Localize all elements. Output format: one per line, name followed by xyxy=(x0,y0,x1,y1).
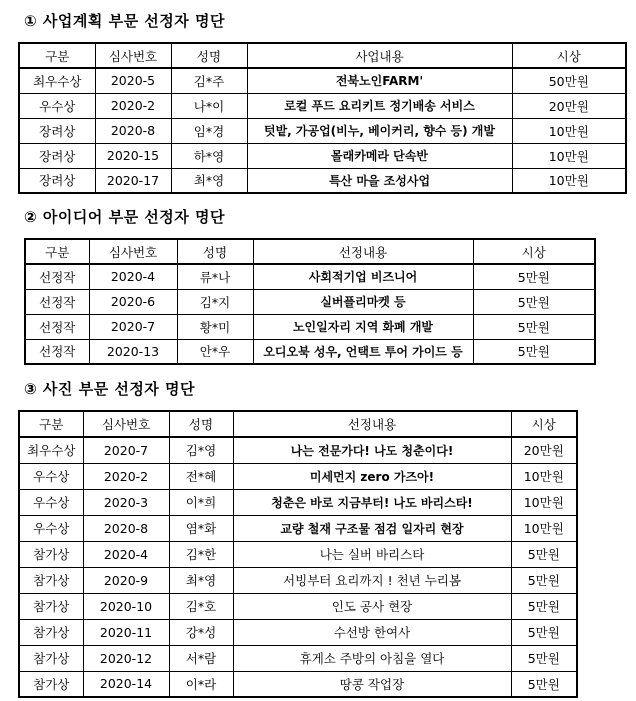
review-number-cell: 2020-2 xyxy=(95,93,171,118)
content-cell: 미세먼지 zero 가즈아! xyxy=(233,463,511,489)
column-header: 구분 xyxy=(19,43,95,68)
column-header: 선정내용 xyxy=(253,239,473,264)
review-number-cell: 2020-9 xyxy=(83,567,169,593)
table-row xyxy=(19,93,626,118)
award-category-cell: 참가상 xyxy=(19,567,83,593)
prize-cell: 5만원 xyxy=(473,339,595,364)
name-cell: 안*우 xyxy=(177,339,253,364)
table-header-row xyxy=(19,43,626,68)
content-cell: 텃밭, 가공업(비누, 베이커리, 향수 등) 개발 xyxy=(247,118,512,143)
award-category-cell: 참가상 xyxy=(19,541,83,567)
name-cell: 전*혜 xyxy=(169,463,233,489)
table-row xyxy=(25,339,595,364)
business-plan-winners-table xyxy=(18,42,627,194)
award-category-cell: 최우수상 xyxy=(19,68,95,93)
content-cell: 사회적기업 비즈니어 xyxy=(253,264,473,289)
award-category-cell: 우수상 xyxy=(19,515,83,541)
column-header: 심사번호 xyxy=(95,43,171,68)
award-category-cell: 우수상 xyxy=(19,489,83,515)
review-number-cell: 2020-17 xyxy=(95,168,171,193)
content-cell: 로컬 푸드 요리키트 정기배송 서비스 xyxy=(247,93,512,118)
table-row xyxy=(19,515,577,541)
content-cell: 실버플리마켓 등 xyxy=(253,289,473,314)
prize-cell: 5만원 xyxy=(511,619,577,645)
prize-cell: 10만원 xyxy=(511,515,577,541)
table-row xyxy=(19,489,577,515)
content-cell: 나는 전문가다! 나도 청춘이다! xyxy=(233,437,511,463)
column-header: 심사번호 xyxy=(83,411,169,437)
name-cell: 김*한 xyxy=(169,541,233,567)
name-cell: 김*주 xyxy=(171,68,247,93)
review-number-cell: 2020-6 xyxy=(89,289,177,314)
prize-cell: 5만원 xyxy=(511,541,577,567)
prize-cell: 10만원 xyxy=(512,118,626,143)
prize-cell: 10만원 xyxy=(512,168,626,193)
review-number-cell: 2020-10 xyxy=(83,593,169,619)
name-cell: 하*영 xyxy=(171,143,247,168)
content-cell: 인도 공사 현장 xyxy=(233,593,511,619)
review-number-cell: 2020-12 xyxy=(83,645,169,671)
review-number-cell: 2020-8 xyxy=(83,515,169,541)
review-number-cell: 2020-3 xyxy=(83,489,169,515)
name-cell: 나*이 xyxy=(171,93,247,118)
award-category-cell: 참가상 xyxy=(19,593,83,619)
award-category-cell: 최우수상 xyxy=(19,437,83,463)
table-row xyxy=(25,314,595,339)
award-category-cell: 선정작 xyxy=(25,289,89,314)
section-title-business-plan: ① 사업계획 부문 선정자 명단 xyxy=(24,12,225,30)
review-number-cell: 2020-4 xyxy=(89,264,177,289)
table-row xyxy=(19,541,577,567)
section-title-idea: ② 아이디어 부문 선정자 명단 xyxy=(24,208,225,226)
review-number-cell: 2020-4 xyxy=(83,541,169,567)
content-cell: 땅콩 작업장 xyxy=(233,671,511,697)
table-row xyxy=(19,593,577,619)
prize-cell: 20만원 xyxy=(511,437,577,463)
name-cell: 최*영 xyxy=(171,168,247,193)
table-row xyxy=(19,437,577,463)
prize-cell: 20만원 xyxy=(512,93,626,118)
content-cell: 노인일자리 지역 화폐 개발 xyxy=(253,314,473,339)
column-header: 성명 xyxy=(169,411,233,437)
content-cell: 수선방 한여사 xyxy=(233,619,511,645)
idea-winners-table xyxy=(24,238,596,365)
prize-cell: 10만원 xyxy=(512,143,626,168)
review-number-cell: 2020-15 xyxy=(95,143,171,168)
award-category-cell: 참가상 xyxy=(19,645,83,671)
review-number-cell: 2020-2 xyxy=(83,463,169,489)
table-row xyxy=(19,671,577,697)
table-row xyxy=(19,143,626,168)
content-cell: 나는 실버 바리스타 xyxy=(233,541,511,567)
prize-cell: 5만원 xyxy=(473,264,595,289)
review-number-cell: 2020-7 xyxy=(89,314,177,339)
award-category-cell: 선정작 xyxy=(25,314,89,339)
award-category-cell: 우수상 xyxy=(19,93,95,118)
column-header: 사업내용 xyxy=(247,43,512,68)
content-cell: 오디오북 성우, 언택트 투어 가이드 등 xyxy=(253,339,473,364)
table-header-row xyxy=(25,239,595,264)
award-category-cell: 선정작 xyxy=(25,339,89,364)
table-row xyxy=(25,264,595,289)
column-header: 구분 xyxy=(25,239,89,264)
name-cell: 김*호 xyxy=(169,593,233,619)
content-cell: 청춘은 바로 지금부터! 나도 바리스타! xyxy=(233,489,511,515)
table-row xyxy=(19,168,626,193)
prize-cell: 10만원 xyxy=(511,489,577,515)
name-cell: 이*희 xyxy=(169,489,233,515)
award-category-cell: 우수상 xyxy=(19,463,83,489)
prize-cell: 5만원 xyxy=(511,671,577,697)
prize-cell: 5만원 xyxy=(473,314,595,339)
name-cell: 황*미 xyxy=(177,314,253,339)
name-cell: 김*영 xyxy=(169,437,233,463)
prize-cell: 5만원 xyxy=(473,289,595,314)
column-header: 선정내용 xyxy=(233,411,511,437)
table-row xyxy=(19,118,626,143)
name-cell: 서*람 xyxy=(169,645,233,671)
name-cell: 최*영 xyxy=(169,567,233,593)
review-number-cell: 2020-7 xyxy=(83,437,169,463)
table-header-row xyxy=(19,411,577,437)
prize-cell: 50만원 xyxy=(512,68,626,93)
review-number-cell: 2020-14 xyxy=(83,671,169,697)
award-category-cell: 장려상 xyxy=(19,118,95,143)
award-category-cell: 장려상 xyxy=(19,143,95,168)
column-header: 시상 xyxy=(473,239,595,264)
table-row xyxy=(19,619,577,645)
column-header: 시상 xyxy=(511,411,577,437)
column-header: 구분 xyxy=(19,411,83,437)
content-cell: 교량 철재 구조물 점검 일자리 현장 xyxy=(233,515,511,541)
content-cell: 전북노인FARM' xyxy=(247,68,512,93)
table-row xyxy=(19,645,577,671)
content-cell: 휴게소 주방의 아침을 열다 xyxy=(233,645,511,671)
column-header: 심사번호 xyxy=(89,239,177,264)
name-cell: 염*화 xyxy=(169,515,233,541)
content-cell: 특산 마을 조성사업 xyxy=(247,168,512,193)
review-number-cell: 2020-5 xyxy=(95,68,171,93)
name-cell: 임*경 xyxy=(171,118,247,143)
column-header: 성명 xyxy=(177,239,253,264)
review-number-cell: 2020-13 xyxy=(89,339,177,364)
prize-cell: 5만원 xyxy=(511,567,577,593)
name-cell: 김*지 xyxy=(177,289,253,314)
column-header: 시상 xyxy=(512,43,626,68)
award-category-cell: 참가상 xyxy=(19,619,83,645)
table-row xyxy=(19,68,626,93)
content-cell: 서빙부터 요리까지 ! 천년 누리봄 xyxy=(233,567,511,593)
table-row xyxy=(19,463,577,489)
content-cell: 몰래카메라 단속반 xyxy=(247,143,512,168)
award-category-cell: 장려상 xyxy=(19,168,95,193)
name-cell: 이*라 xyxy=(169,671,233,697)
prize-cell: 5만원 xyxy=(511,645,577,671)
name-cell: 류*나 xyxy=(177,264,253,289)
column-header: 성명 xyxy=(171,43,247,68)
table-row xyxy=(19,567,577,593)
prize-cell: 5만원 xyxy=(511,593,577,619)
award-category-cell: 선정작 xyxy=(25,264,89,289)
section-title-photo: ③ 사진 부문 선정자 명단 xyxy=(24,380,195,398)
photo-winners-table xyxy=(18,410,578,698)
award-category-cell: 참가상 xyxy=(19,671,83,697)
review-number-cell: 2020-8 xyxy=(95,118,171,143)
prize-cell: 10만원 xyxy=(511,463,577,489)
review-number-cell: 2020-11 xyxy=(83,619,169,645)
table-row xyxy=(25,289,595,314)
name-cell: 강*성 xyxy=(169,619,233,645)
